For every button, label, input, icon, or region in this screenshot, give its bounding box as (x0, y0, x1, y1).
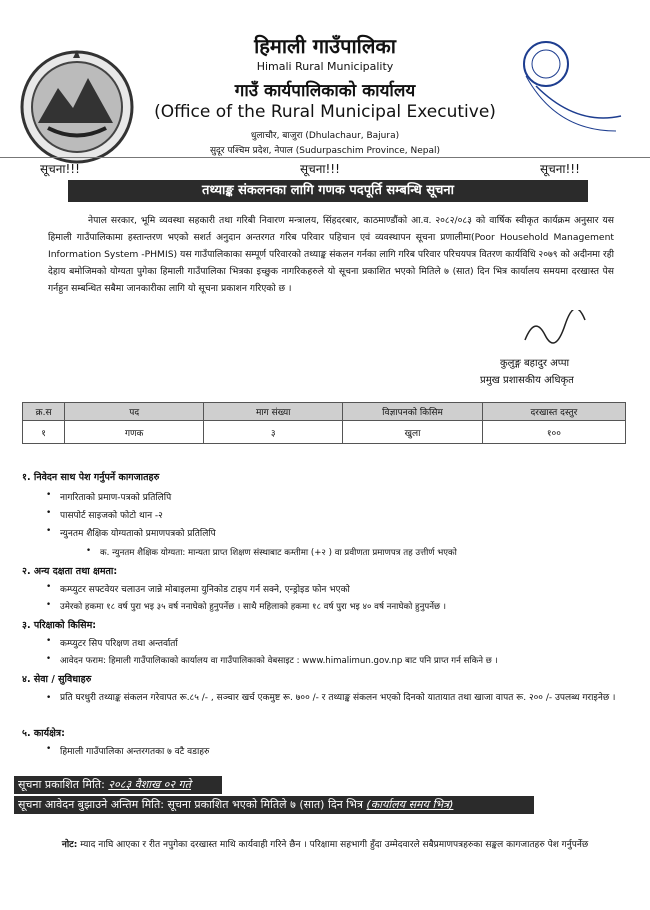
notice-row (0, 157, 650, 178)
publication-date (14, 776, 222, 794)
section-3-title: ३. परिक्षाको किसिम: (22, 620, 97, 631)
publication-date-label: सूचना प्रकाशित मिति: (18, 778, 105, 791)
signature-scribble (520, 310, 590, 350)
cell-sn: १ (23, 421, 65, 444)
office-seal (516, 36, 626, 136)
col-header-post: पद (65, 403, 204, 421)
cell-type: खुला (343, 421, 483, 444)
section-5-title: ५. कार्यक्षेत्र: (22, 728, 65, 739)
office-name-en: (Office of the Rural Municipal Executive) (154, 102, 496, 122)
cell-fee: १०० (482, 421, 625, 444)
section-5-item: • हिमाली गाउँपालिका अन्तरगतका ७ वटै वडाहरु (60, 744, 620, 757)
cell-quantity: ३ (204, 421, 343, 444)
section-1-title: १. निवेदन साथ पेश गर्नुपर्ने कागजातहरु (22, 472, 160, 483)
cell-post: गणक (65, 421, 204, 444)
section-4-title: ४. सेवा / सुविधाहरु (22, 674, 92, 685)
address-line-1: धुलाचौर, बाजुरा (Dhulachaur, Bajura) (250, 131, 400, 141)
col-header-sn: क्र.स (23, 403, 65, 421)
signatory-name: कुलुङ्ग बहादुर अप्पा (500, 358, 570, 369)
deadline-label: सूचना आवेदन बुझाउने अन्तिम मिति: सूचना प्रकाशित भएको मितिले ७ (सात) दिन भित्र (18, 798, 363, 811)
section-3-item: • आवेदन फराम: हिमाली गाउँपालिकाको कार्यालय वा गाउँपालिकाको वेबसाइट : www.himalimun.gov.np बाट पनि प्राप्त गर्न सकिने छ । (60, 654, 630, 666)
notice-right: सूचना!!! (540, 162, 580, 176)
section-4-item: • प्रति घरधुरी तथ्याङ्क संकलन गरेवापत रू.८५ /- , सञ्चार खर्च एकमुष्ट रू. ७०० /- र तथ्याङ्क संकलन भएको दिनको यातायात तथा खाजा वापत रू. २०० /- उपलब्ध गराइनेछ । (60, 690, 620, 706)
section-2-item: • कम्प्युटर सफ्टवेयर चलाउन जान्ने मोबाइलमा युनिकोड टाइप गर्न सक्ने, एन्ड्रोइड फोन भएको (60, 582, 620, 595)
section-1-note: • क. न्युनतम शैक्षिक योग्यता: मान्यता प्राप्त शिक्षण संस्थाबाट कम्तीमा (+२ ) वा प्रवीणता प्रमाणपत्र तह उत्तीर्ण भएको (100, 546, 620, 558)
footnote (20, 838, 630, 853)
position-table (22, 402, 626, 444)
notice-banner: तथ्याङ्क संकलनका लागि गणक पदपूर्ति सम्बन्धि सूचना (68, 180, 588, 202)
application-deadline (14, 796, 534, 814)
section-1-item: • पासपोर्ट साइजको फोटो थान -२ (60, 508, 620, 521)
section-2-item: • उमेरको हकमा १८ वर्ष पुरा भइ ३५ वर्ष ननाघेको हुनुपर्नेछ । साथै महिलाको हकमा १८ वर्ष पुरा भइ ४० वर्ष ननाघेको हुनुपर्नेछ । (60, 600, 620, 612)
col-header-fee: दरखास्त दस्तुर (482, 403, 625, 421)
nepal-emblem (18, 48, 136, 166)
deadline-value: (कार्यालय समय भित्र) (366, 798, 454, 811)
notice-body: नेपाल सरकार, भूमि व्यवस्था सहकारी तथा गरिबी निवारण मन्त्रालय, सिंहदरबार, काठमाण्डौंको आ.व. २०८२/०८३ को वार्षिक स्वीकृत कार्यक्रम अनुसार यस हिमाली गाउँपालिकामा हस्तान्तरण भएको सशर्त अनुदान अन्तरगत गरिब परिवार पहिचान एवं व्यवस्थापन सूचना प्रणालीमा(Poor Household Management Information System -PHMIS) यस गाउँपालिकाका सम्पूर्ण परिवारको तथ्याङ्क संकलन गर्नका लागि गरिब परिवार परिचयपत्र वितरण कार्यविधि २०७९ को अदीनमा रही देहाय बमोजिमको योग्यता पुगेका हिमाली गाउँपालिका भित्रका इच्छुक नागरिकहरुले यो सूचना प्रकाशित भएको मितिले ७ (सात) दिन भित्र कार्यालय समयमा दरखास्त पेस गर्नहुन सम्बन्धित सबैमा जानकारीका लागि यो सूचना प्रकाशन गरिएको छ । (48, 215, 614, 294)
notice-left: सूचना!!! (40, 162, 80, 176)
notice-center: सूचना!!! (300, 162, 340, 176)
footnote-label: नोट: (61, 840, 78, 850)
section-3-item: • कम्प्युटर सिप परिक्षण तथा अन्तर्वार्ता (60, 636, 620, 649)
section-1-item: • न्युनतम शैक्षिक योग्यताको प्रमाणपत्रको प्रतिलिपि (60, 526, 620, 539)
office-name-np: गाउँ कार्यपालिकाको कार्यालय (234, 81, 416, 101)
section-2-title: २. अन्य दक्षता तथा क्षमता: (22, 566, 118, 577)
municipality-name-en: Himali Rural Municipality (256, 60, 394, 73)
publication-date-value: २०८३ वैशाख ०२ गते (108, 778, 191, 791)
signatory-designation: प्रमुख प्रशासकीय अधिकृत (480, 375, 574, 386)
municipality-name-np: हिमाली गाउँपालिका (254, 34, 396, 58)
footnote-text: म्याद नाघि आएका र रीत नपुगेका दरखास्त माथि कार्यवाही गरिने छैन । परिक्षामा सहभागी हुँदा उम्मेदवारले सबैप्रमाणपत्रहरुका सङ्कल कागजातहरु पेश गर्नुपर्नेछ (80, 840, 589, 850)
col-header-type: विज्ञापनको किसिम (343, 403, 483, 421)
section-1-item: • नागरिताको प्रमाण-पत्रको प्रतिलिपि (60, 490, 620, 503)
col-header-quantity: माग संख्या (204, 403, 343, 421)
address-line-2: सुदूर पश्चिम प्रदेश, नेपाल (Sudurpaschim Province, Nepal) (209, 146, 441, 156)
table-row (23, 421, 626, 444)
